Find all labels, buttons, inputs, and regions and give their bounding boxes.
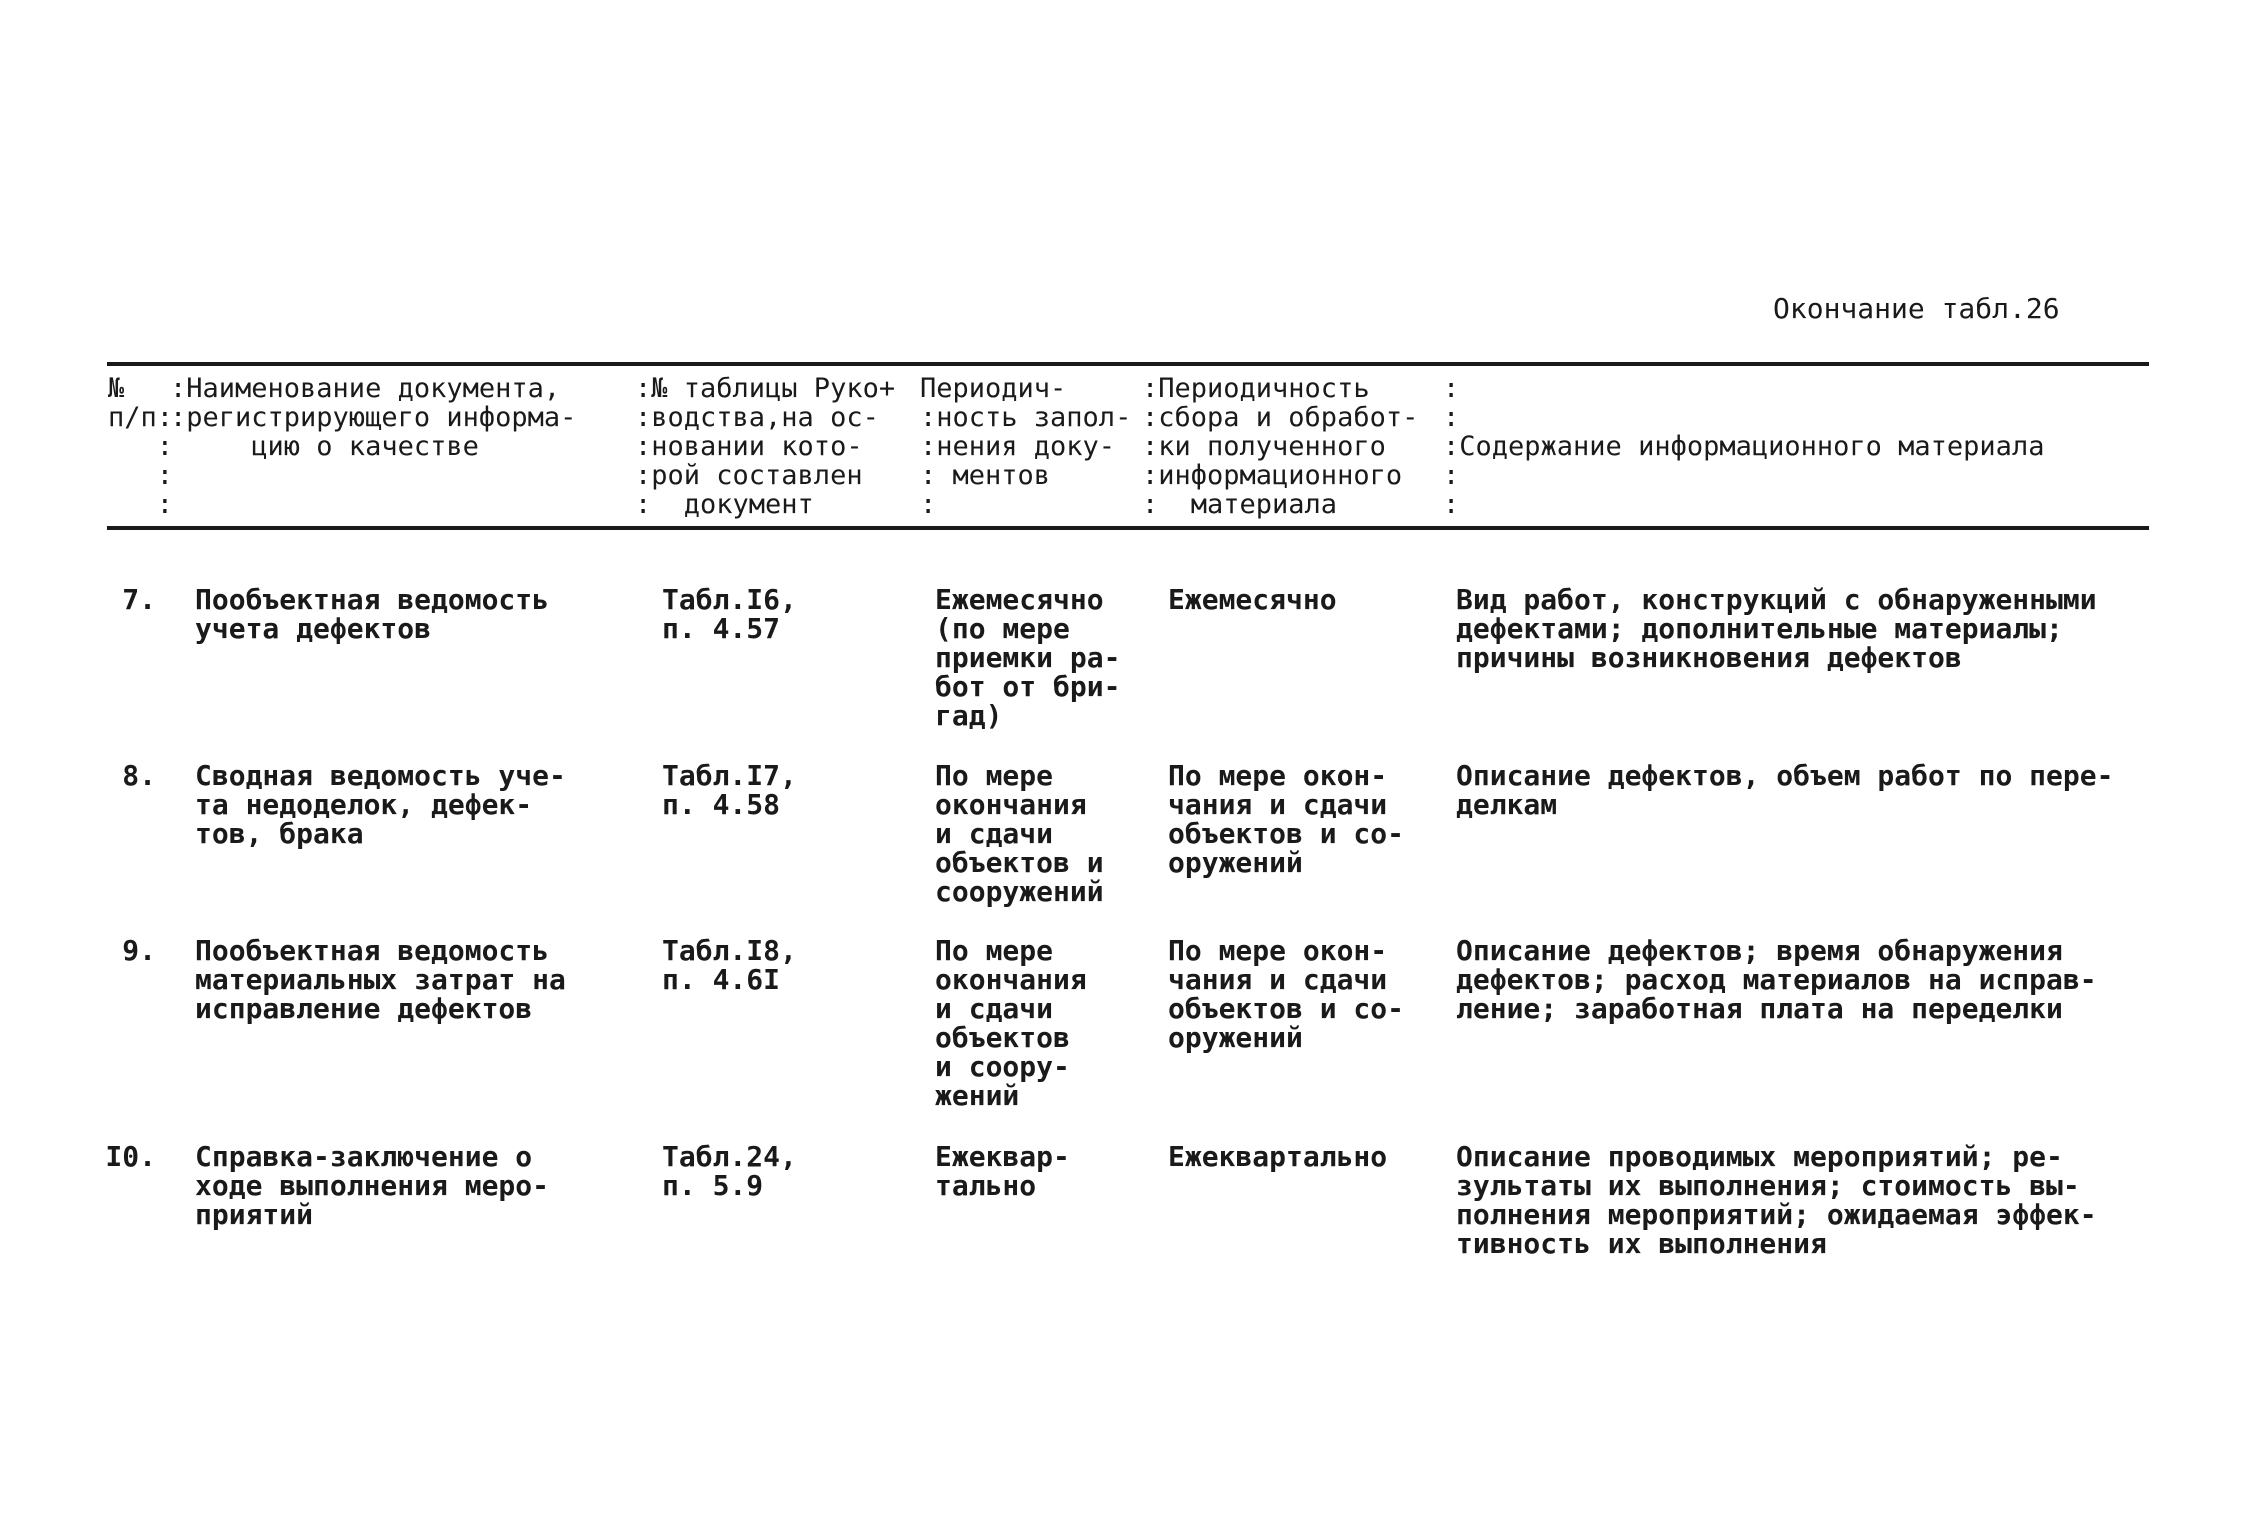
row-number: 9. (122, 934, 156, 967)
header-col-collect-frequency: :Периодичность :сбора и обработ- :ки полученного :информационного : материала (1142, 373, 1419, 520)
guide-table-ref: Табл.I8, п. 4.6I (662, 934, 797, 996)
fill-frequency: По мере окончания и сдачи объектов и сооружений (935, 759, 1104, 908)
collect-frequency: Ежемесячно (1168, 583, 1337, 616)
row-number: 7. (122, 583, 156, 616)
document-name: Справка-заключение о ходе выполнения меро- приятий (195, 1140, 550, 1231)
header-col-fill-frequency: Периодич- :ность запол- :нения доку- : ментов : (920, 373, 1132, 520)
guide-table-ref: Табл.24, п. 5.9 (662, 1140, 797, 1202)
fill-frequency: Ежеквар- тально (935, 1140, 1070, 1202)
header-top-rule (107, 362, 2149, 366)
fill-frequency: Ежемесячно (по мере приемки ра- бот от бри- гад) (935, 583, 1121, 732)
table-caption: Окончание табл.26 (1773, 292, 2060, 325)
collect-frequency: Ежеквартально (1168, 1140, 1388, 1173)
guide-table-ref: Табл.I7, п. 4.58 (662, 759, 797, 821)
content-description: Описание дефектов, объем работ по пере- делкам (1456, 759, 2114, 821)
guide-table-ref: Табл.I6, п. 4.57 (662, 583, 797, 645)
row-number: I0. (105, 1140, 156, 1173)
content-description: Вид работ, конструкций с обнаруженными дефектами; дополнительные материалы; причины возникновения дефектов (1456, 583, 2097, 674)
document-name: Пообъектная ведомость материальных затрат на исправление дефектов (195, 934, 566, 1025)
content-description: Описание дефектов; время обнаружения дефектов; расход материалов на исправ- ление; заработная плата на переделки (1456, 934, 2097, 1025)
row-number: 8. (122, 759, 156, 792)
header-col-document-name: :Наименование документа, :регистрирующего информа- цию о качестве (170, 373, 577, 462)
fill-frequency: По мере окончания и сдачи объектов и соору- жений (935, 934, 1087, 1112)
document-name: Сводная ведомость уче- та недоделок, дефек- тов, брака (195, 759, 566, 850)
document-name: Пообъектная ведомость учета дефектов (195, 583, 550, 645)
header-col-number: № п/п: : : : (108, 373, 174, 520)
collect-frequency: По мере окон- чания и сдачи объектов и со- оружений (1168, 759, 1405, 879)
header-bottom-rule (107, 526, 2149, 530)
collect-frequency: По мере окон- чания и сдачи объектов и со- оружений (1168, 934, 1405, 1054)
header-col-guide-table: :№ таблицы Руко+ :водства,на ос- :новании кото- :рой составлен : документ (635, 373, 896, 520)
content-description: Описание проводимых мероприятий; ре- зультаты их выполнения; стоимость вы- полнения мероприятий; ожидаемая эффек- тивность их выполнения (1456, 1140, 2097, 1260)
header-col-content: : : :Содержание информационного материала : : (1443, 373, 2045, 520)
